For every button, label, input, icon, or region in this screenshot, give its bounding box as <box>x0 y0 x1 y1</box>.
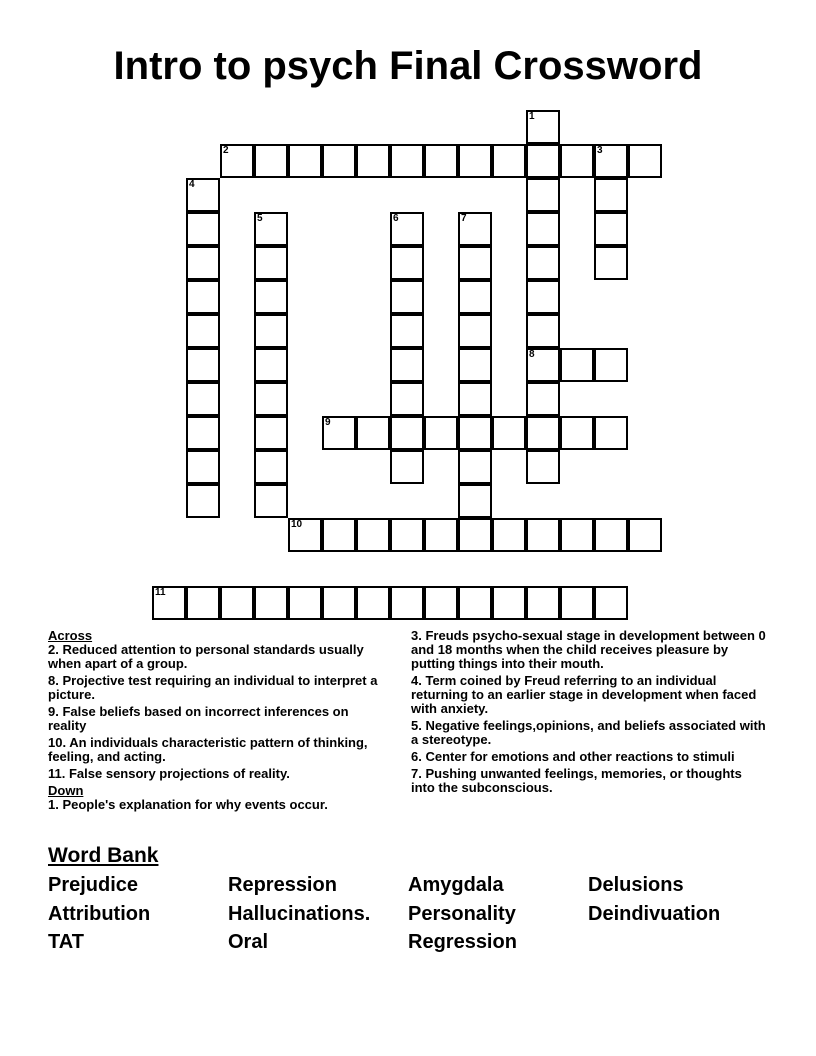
crossword-cell[interactable] <box>458 280 492 314</box>
clues-left-column <box>48 629 388 815</box>
word-bank-item: Amygdala <box>408 874 504 896</box>
crossword-cell[interactable] <box>288 518 322 552</box>
crossword-cell[interactable] <box>628 144 662 178</box>
crossword-cell[interactable] <box>356 518 390 552</box>
crossword-cell[interactable] <box>492 144 526 178</box>
crossword-cell[interactable] <box>254 484 288 518</box>
clue-down-3 <box>411 629 766 671</box>
crossword-cell[interactable] <box>560 586 594 620</box>
crossword-cell[interactable] <box>152 586 186 620</box>
crossword-cell[interactable] <box>526 110 560 144</box>
clue-number: 3. <box>411 628 422 643</box>
crossword-cell[interactable] <box>458 144 492 178</box>
crossword-cell[interactable] <box>390 348 424 382</box>
crossword-cell[interactable] <box>526 280 560 314</box>
crossword-cell[interactable] <box>356 416 390 450</box>
word-bank-item: Prejudice <box>48 874 139 896</box>
clue-text: False sensory projections of reality. <box>68 766 290 781</box>
crossword-cell[interactable] <box>186 178 220 212</box>
cell-number: 1 <box>529 111 535 122</box>
clue-across-11 <box>48 767 388 781</box>
crossword-cell[interactable] <box>526 586 560 620</box>
crossword-cell[interactable] <box>288 586 322 620</box>
crossword-cell[interactable] <box>424 586 458 620</box>
clue-number: 8. <box>48 673 59 688</box>
crossword-cell[interactable] <box>254 144 288 178</box>
clue-number: 1. <box>48 797 59 812</box>
crossword-cell[interactable] <box>254 586 288 620</box>
cell-number: 4 <box>189 179 195 190</box>
clue-number: 9. <box>48 704 59 719</box>
across-heading: Across <box>48 628 93 643</box>
word-bank-item: Deindivuation <box>588 903 721 925</box>
cell-number: 5 <box>257 213 263 224</box>
crossword-cell[interactable] <box>186 416 220 450</box>
crossword-cell[interactable] <box>390 416 424 450</box>
crossword-cell[interactable] <box>254 450 288 484</box>
crossword-cell[interactable] <box>186 484 220 518</box>
crossword-cell[interactable] <box>322 586 356 620</box>
word-bank-item: Oral <box>228 931 269 953</box>
clue-down-1 <box>48 798 388 812</box>
crossword-cell[interactable] <box>424 144 458 178</box>
cell-number: 7 <box>461 213 467 224</box>
word-bank-item: Delusions <box>588 874 684 896</box>
word-bank-item: Attribution <box>48 903 151 925</box>
cell-number: 11 <box>155 587 166 598</box>
crossword-cell[interactable] <box>390 314 424 348</box>
word-bank-item: Repression <box>228 874 337 896</box>
crossword-cell[interactable] <box>254 348 288 382</box>
crossword-cell[interactable] <box>458 586 492 620</box>
word-bank-item: Hallucinations. <box>228 903 371 925</box>
crossword-cell[interactable] <box>186 450 220 484</box>
clue-text: An individuals characteristic pattern of thinking, feeling, and acting. <box>48 735 368 764</box>
crossword-cell[interactable] <box>186 382 220 416</box>
cell-number: 6 <box>393 213 399 224</box>
crossword-cell[interactable] <box>560 518 594 552</box>
clue-number: 10. <box>48 735 67 750</box>
crossword-cell[interactable] <box>458 348 492 382</box>
crossword-cell[interactable] <box>186 212 220 246</box>
crossword-cell[interactable] <box>220 144 254 178</box>
crossword-cell[interactable] <box>560 144 594 178</box>
crossword-cell[interactable] <box>526 518 560 552</box>
crossword-cell[interactable] <box>254 382 288 416</box>
crossword-cell[interactable] <box>594 586 628 620</box>
crossword-cell[interactable] <box>186 586 220 620</box>
crossword-cell[interactable] <box>594 144 628 178</box>
crossword-cell[interactable] <box>254 246 288 280</box>
crossword-cell[interactable] <box>424 416 458 450</box>
clue-down-5 <box>411 719 766 747</box>
crossword-cell[interactable] <box>526 144 560 178</box>
page-title: Intro to psych Final Crossword <box>113 44 703 88</box>
crossword-cell[interactable] <box>390 382 424 416</box>
clue-text: Negative feelings,opinions, and beliefs associated with a stereotype. <box>411 718 766 747</box>
crossword-cell[interactable] <box>526 450 560 484</box>
cell-number: 3 <box>597 145 603 156</box>
crossword-cell[interactable] <box>526 212 560 246</box>
clue-down-4 <box>411 674 766 716</box>
crossword-cell[interactable] <box>424 518 458 552</box>
crossword-cell[interactable] <box>458 212 492 246</box>
clue-text: People's explanation for why events occur. <box>62 797 328 812</box>
crossword-cell[interactable] <box>594 518 628 552</box>
crossword-cell[interactable] <box>356 586 390 620</box>
word-bank-item: TAT <box>48 931 84 953</box>
crossword-cell[interactable] <box>390 586 424 620</box>
clue-number: 7. <box>411 766 422 781</box>
clue-number: 11. <box>48 766 66 781</box>
clue-text: Term coined by Freud referring to an individual returning to an earlier stage in development when faced with anxiety. <box>411 673 757 716</box>
crossword-cell[interactable] <box>288 144 322 178</box>
crossword-cell[interactable] <box>322 144 356 178</box>
crossword-cell[interactable] <box>186 348 220 382</box>
clue-text: Reduced attention to personal standards usually when apart of a group. <box>48 642 364 671</box>
crossword-cell[interactable] <box>390 144 424 178</box>
crossword-cell[interactable] <box>526 246 560 280</box>
crossword-cell[interactable] <box>458 518 492 552</box>
crossword-cell[interactable] <box>254 314 288 348</box>
crossword-cell[interactable] <box>458 484 492 518</box>
crossword-cell[interactable] <box>492 518 526 552</box>
clue-across-10 <box>48 736 388 764</box>
clue-text: Projective test requiring an individual to interpret a picture. <box>48 673 378 702</box>
crossword-cell[interactable] <box>526 178 560 212</box>
crossword-cell[interactable] <box>458 382 492 416</box>
crossword-cell[interactable] <box>560 348 594 382</box>
crossword-cell[interactable] <box>390 280 424 314</box>
crossword-cell[interactable] <box>356 144 390 178</box>
cell-number: 9 <box>325 417 331 428</box>
crossword-cell[interactable] <box>322 416 356 450</box>
clues-right-column <box>411 629 766 798</box>
crossword-cell[interactable] <box>526 348 560 382</box>
clue-text: False beliefs based on incorrect inferences on reality <box>48 704 349 733</box>
clue-text: Pushing unwanted feelings, memories, or thoughts into the subconscious. <box>411 766 742 795</box>
clue-text: Center for emotions and other reactions to stimuli <box>425 749 735 764</box>
crossword-cell[interactable] <box>458 416 492 450</box>
crossword-cell[interactable] <box>594 348 628 382</box>
clue-text: Freuds psycho-sexual stage in development between 0 and 18 months when the child receives pleasure by putting things into their mouth. <box>411 628 766 671</box>
crossword-cell[interactable] <box>458 450 492 484</box>
crossword-cell[interactable] <box>254 416 288 450</box>
crossword-cell[interactable] <box>594 212 628 246</box>
word-bank-title: Word Bank <box>48 844 159 867</box>
down-heading: Down <box>48 783 84 798</box>
cell-number: 10 <box>291 519 303 530</box>
crossword-cell[interactable] <box>594 178 628 212</box>
crossword-cell[interactable] <box>526 382 560 416</box>
crossword-cell[interactable] <box>594 246 628 280</box>
crossword-cell[interactable] <box>322 518 356 552</box>
clue-down-6 <box>411 750 766 764</box>
clue-number: 5. <box>411 718 422 733</box>
crossword-cell[interactable] <box>254 280 288 314</box>
crossword-cell[interactable] <box>628 518 662 552</box>
crossword-cell[interactable] <box>458 246 492 280</box>
crossword-cell[interactable] <box>390 246 424 280</box>
clue-across-8 <box>48 674 388 702</box>
crossword-cell[interactable] <box>254 212 288 246</box>
crossword-cell[interactable] <box>594 416 628 450</box>
word-bank-item: Regression <box>408 931 517 953</box>
cell-number: 8 <box>529 349 535 360</box>
clue-number: 4. <box>411 673 422 688</box>
crossword-cell[interactable] <box>458 314 492 348</box>
cell-number: 2 <box>223 145 229 156</box>
clue-number: 6. <box>411 749 422 764</box>
crossword-cell[interactable] <box>220 586 254 620</box>
crossword-cell[interactable] <box>390 212 424 246</box>
crossword-cell[interactable] <box>390 518 424 552</box>
crossword-cell[interactable] <box>526 314 560 348</box>
crossword-cell[interactable] <box>186 246 220 280</box>
clue-across-9 <box>48 705 388 733</box>
clue-across-2 <box>48 643 388 671</box>
crossword-cell[interactable] <box>492 416 526 450</box>
word-bank-item: Personality <box>408 903 516 925</box>
crossword-cell[interactable] <box>390 450 424 484</box>
crossword-cell[interactable] <box>526 416 560 450</box>
crossword-cell[interactable] <box>492 586 526 620</box>
crossword-cell[interactable] <box>560 416 594 450</box>
crossword-cell[interactable] <box>186 280 220 314</box>
crossword-cell[interactable] <box>186 314 220 348</box>
clue-down-7 <box>411 767 766 795</box>
clue-number: 2. <box>48 642 59 657</box>
